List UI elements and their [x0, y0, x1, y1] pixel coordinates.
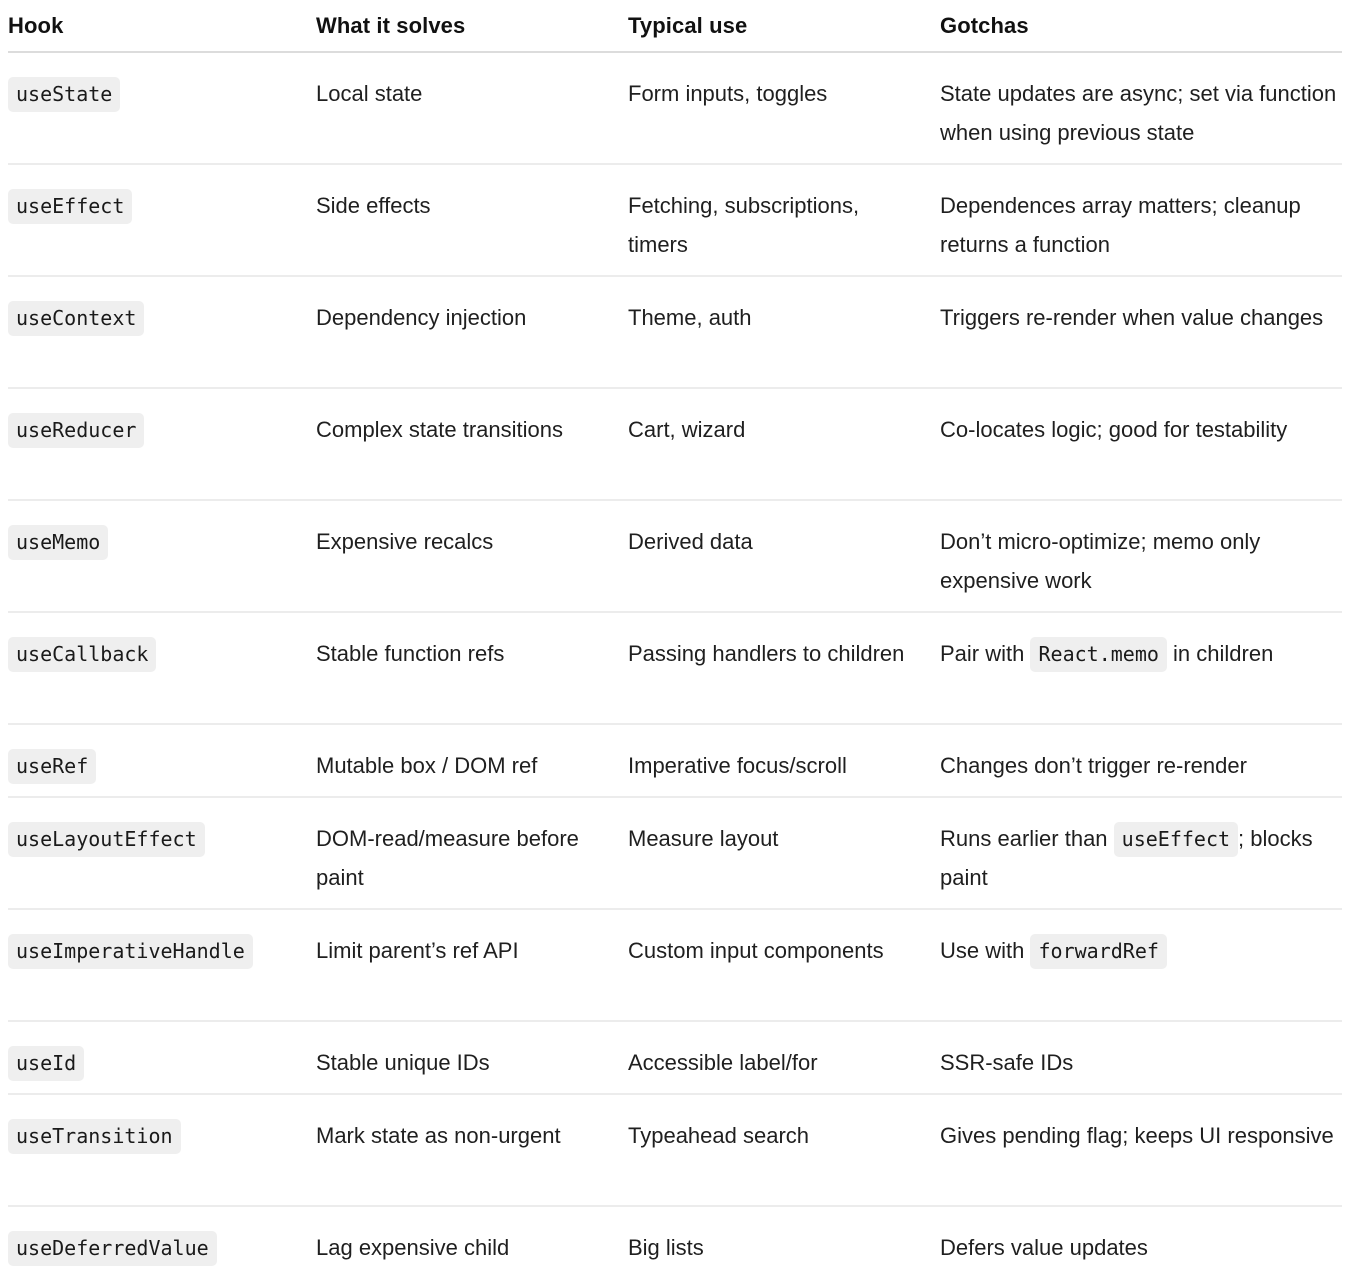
gotchas-text-post: in children: [1173, 641, 1274, 666]
hook-name: useDeferredValue: [8, 1231, 217, 1266]
typical-use-cell: Measure layout: [628, 826, 779, 851]
hook-name: useEffect: [8, 189, 132, 224]
table-row: [8, 1095, 1342, 1207]
solves-cell: Stable unique IDs: [316, 1050, 490, 1075]
table-row: [8, 1022, 1342, 1095]
inline-code: forwardRef: [1030, 934, 1166, 969]
typical-use-cell: Typeahead search: [628, 1123, 810, 1148]
hooks-table: [8, 0, 1342, 1278]
table-row: [8, 165, 1342, 277]
table-row: [8, 277, 1342, 389]
hook-name: useMemo: [8, 525, 108, 560]
hook-name: useRef: [8, 749, 96, 784]
gotchas-text-pre: Runs earlier than: [940, 826, 1108, 851]
table-row: [8, 1207, 1342, 1278]
solves-cell: Dependency injection: [316, 305, 527, 330]
hook-name: useState: [8, 77, 120, 112]
solves-cell: Mark state as non-urgent: [316, 1123, 561, 1148]
typical-use-cell: Derived data: [628, 529, 753, 554]
solves-cell: Side effects: [316, 193, 431, 218]
gotchas-cell: [940, 798, 1342, 908]
gotchas-cell: Triggers re-render when value changes: [940, 305, 1324, 330]
gotchas-text-pre: Use with: [940, 938, 1025, 963]
typical-use-cell: Accessible label/for: [628, 1050, 818, 1075]
gotchas-cell: State updates are async; set via function when using previous state: [940, 81, 1337, 145]
gotchas-cell: Co-locates logic; good for testability: [940, 417, 1288, 442]
gotchas-text-post: ; blocks paint: [940, 826, 1313, 890]
solves-cell: Local state: [316, 81, 423, 106]
header-what-it-solves: What it solves: [316, 12, 466, 38]
solves-cell: Limit parent’s ref API: [316, 938, 519, 963]
hook-name: useId: [8, 1046, 84, 1081]
inline-code: React.memo: [1030, 637, 1166, 672]
typical-use-cell: Big lists: [628, 1235, 704, 1260]
header-typical-use: Typical use: [628, 12, 748, 38]
solves-cell: Stable function refs: [316, 641, 505, 666]
hook-name: useLayoutEffect: [8, 822, 205, 857]
solves-cell: Complex state transitions: [316, 417, 563, 442]
table-row: [8, 389, 1342, 501]
table-row: [8, 501, 1342, 613]
table-header: [8, 0, 1342, 53]
hook-name: useCallback: [8, 637, 156, 672]
typical-use-cell: Cart, wizard: [628, 417, 746, 442]
table-row: [8, 725, 1342, 798]
typical-use-cell: Custom input components: [628, 938, 884, 963]
table-row: [8, 613, 1342, 725]
typical-use-cell: Fetching, subscriptions, timers: [628, 193, 860, 257]
table-row: [8, 910, 1342, 1022]
inline-code: useEffect: [1114, 822, 1238, 857]
hook-name: useImperativeHandle: [8, 934, 253, 969]
gotchas-cell: Dependences array matters; cleanup returns a function: [940, 193, 1301, 257]
header-gotchas: Gotchas: [940, 12, 1029, 38]
solves-cell: Expensive recalcs: [316, 529, 494, 554]
typical-use-cell: Form inputs, toggles: [628, 81, 828, 106]
gotchas-cell: Defers value updates: [940, 1235, 1148, 1260]
header-hook: Hook: [8, 12, 64, 38]
gotchas-cell: Don’t micro-optimize; memo only expensive work: [940, 529, 1261, 593]
typical-use-cell: Imperative focus/scroll: [628, 753, 847, 778]
solves-cell: DOM-read/measure before paint: [316, 826, 579, 890]
hook-name: useContext: [8, 301, 144, 336]
gotchas-cell: Changes don’t trigger re-render: [940, 753, 1247, 778]
table-row: [8, 798, 1342, 910]
table-row: [8, 53, 1342, 165]
gotchas-text-pre: Pair with: [940, 641, 1025, 666]
solves-cell: Mutable box / DOM ref: [316, 753, 538, 778]
gotchas-cell: SSR-safe IDs: [940, 1050, 1074, 1075]
gotchas-cell: Gives pending flag; keeps UI responsive: [940, 1123, 1334, 1148]
typical-use-cell: Theme, auth: [628, 305, 752, 330]
hook-name: useReducer: [8, 413, 144, 448]
typical-use-cell: Passing handlers to children: [628, 641, 905, 666]
gotchas-cell: [940, 910, 1342, 1020]
hook-name: useTransition: [8, 1119, 181, 1154]
gotchas-cell: [940, 613, 1342, 723]
solves-cell: Lag expensive child: [316, 1235, 510, 1260]
